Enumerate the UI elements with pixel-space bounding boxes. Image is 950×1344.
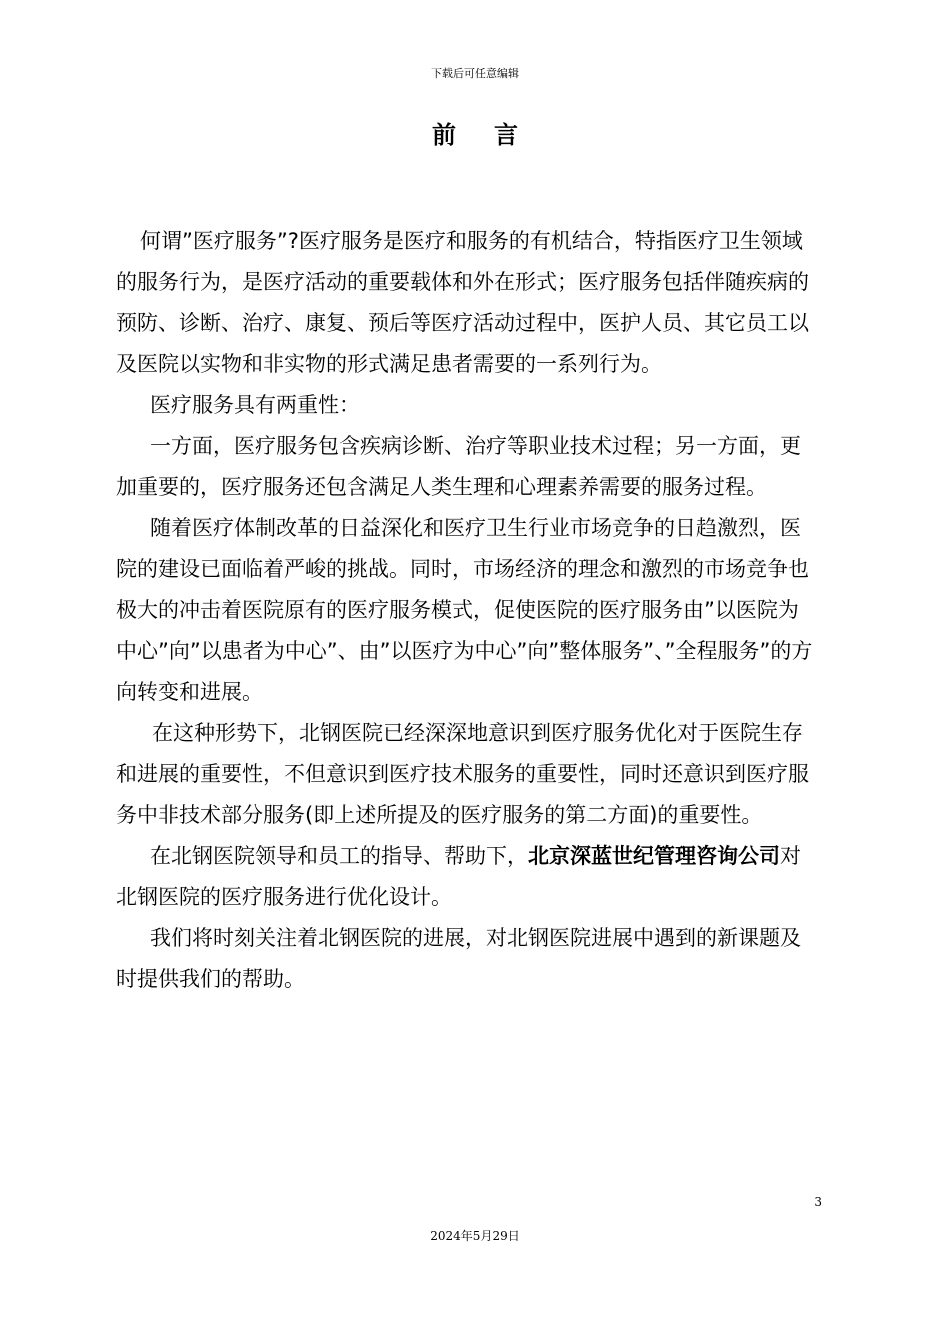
paragraph-definition: 何谓”医疗服务”?医疗服务是医疗和服务的有机结合，特指医疗卫生领域的服务行为，是医疗活动的重要载体和外在形式；医疗服务包括伴随疾病的预防、诊断、治疗、康复、预后等医疗活动过程中，医护人员、其它员工以及医院以实物和非实物的形式满足患者需要的一系列行为。: [116, 229, 809, 376]
paragraph-company: [116, 836, 816, 918]
document-body: [116, 221, 816, 1000]
page-number: 3: [814, 1195, 822, 1209]
footer-date: 2024年5月29日: [430, 1229, 520, 1243]
company-name: 北京深蓝世纪管理咨询公司: [528, 844, 780, 868]
paragraph-duality: 医疗服务具有两重性：: [150, 393, 360, 417]
paragraph-awareness: 在这种形势下，北钢医院已经深深地意识到医疗服务优化对于医院生存和进展的重要性，不但意识到医疗技术服务的重要性，同时还意识到医疗服务中非技术部分服务(即上述所提及的医疗服务的第二方面)的重要性。: [116, 721, 809, 827]
header-note: 下载后可任意编辑: [431, 67, 519, 80]
company-intro-text: 在北钢医院领导和员工的指导、帮助下，: [150, 844, 528, 868]
company-outro-text: 对北钢医院的医疗服务进行优化设计。: [116, 844, 801, 909]
page-title: 前言: [432, 121, 556, 149]
paragraph-commitment: 我们将时刻关注着北钢医院的进展，对北钢医院进展中遇到的新课题及时提供我们的帮助。: [116, 926, 801, 991]
paragraph-aspects: 一方面，医疗服务包含疾病诊断、治疗等职业技术过程；另一方面，更加重要的，医疗服务还包含满足人类生理和心理素养需要的服务过程。: [116, 434, 801, 499]
paragraph-reform: 随着医疗体制改革的日益深化和医疗卫生行业市场竞争的日趋激烈，医院的建设已面临着严峻的挑战。同时，市场经济的理念和激烈的市场竞争也极大的冲击着医院原有的医疗服务模式，促使医院的医疗服务由”以医院为中心”向”以患者为中心”、由”以医疗为中心”向”整体服务”、”全程服务”的方向转变和进展。: [116, 516, 813, 704]
